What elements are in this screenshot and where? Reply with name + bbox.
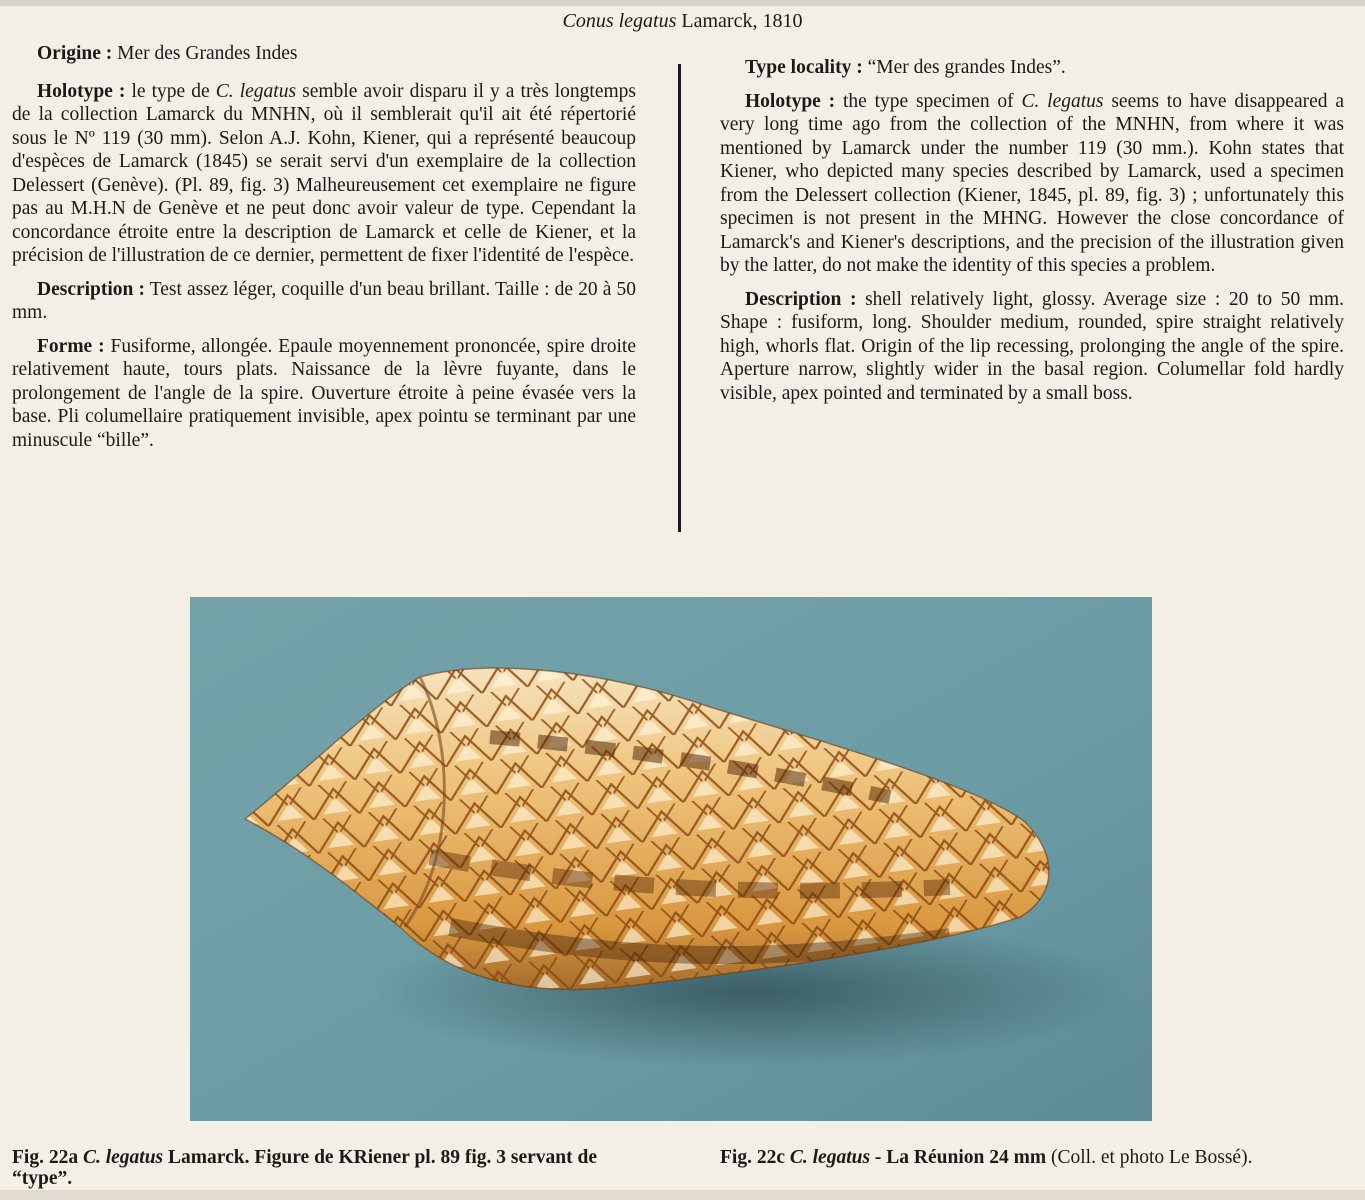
caption-fig-22c (720, 1147, 1360, 1168)
subtitle-author: Lamarck, 1810 (681, 10, 803, 32)
caption-left-species: C. legatus (82, 1147, 164, 1168)
holotype-en-species: C. legatus (1021, 90, 1104, 112)
caption-fig-22a (12, 1147, 636, 1189)
holotype-fr-text: semble avoir disparu il y a très longtemps de la collection Lamarck du MNHN, où il semblerait qu'il ait été répertorié sous le Nº 119 (30 mm). Selon A.J. Kohn, Kiener, qui a représenté beaucoup d'espèces de Lamarck (1845) se serait servi d'un exemplaire de la collection Delessert (Genève). (Pl. 89, fig. 3) Malheureusement cet exemplaire ne figure pas au M.H.N de Genève et ne peut donc avoir valeur de type. Cependant la concordance étroite entre la description de Lamarck et celle de Kiener, et la précision de l'illustration de ce dernier, permettent de fixer l'identité de l'espèce. (12, 80, 637, 266)
shell-photo (190, 597, 1152, 1121)
caption-right-species: C. legatus (789, 1147, 871, 1168)
description-en-label: Description : (745, 288, 857, 310)
description-en-text: shell relatively light, glossy. Average size : 20 to 50 mm. Shape : fusiform, long. Shoulder medium, rounded, spire straight relatively high, whorls flat. Origin of the lip recessing, prolonging the angle of the spire. Aperture narrow, slightly wider in the basal region. Columellar fold hardly visible, apex pointed and terminated by a small boss. (720, 288, 1345, 404)
caption-right-fig: Fig. 22c (720, 1147, 785, 1168)
locality-paragraph (720, 56, 1344, 80)
origine-text: Mer des Grandes Indes (117, 43, 298, 64)
description-en-paragraph (720, 288, 1344, 406)
subtitle-species: Conus legatus (562, 10, 677, 32)
description-fr-text: Test assez léger, coquille d'un beau brillant. Taille : de 20 à 50 mm. (12, 278, 636, 323)
holotype-en-pre: the type specimen of (842, 90, 1014, 112)
top-band (0, 0, 1365, 6)
column-divider (678, 64, 681, 532)
caption-left-text: Lamarck. Figure de KRiener pl. 89 fig. 3 servant de “type”. (12, 1147, 598, 1189)
holotype-en-paragraph (720, 90, 1344, 278)
forme-text: Fusiforme, allongée. Epaule moyennement prononcée, spire droite relativement haute, tours plats. Naissance de la lèvre fuyante, dans le prolongement de l'angle de la spire. Ouverture étroite à peine évasée vers la base. Pli columellaire pratiquement invisible, apex pointu se terminant par une minuscule “bille”. (12, 335, 636, 451)
english-column (720, 56, 1344, 415)
forme-label: Forme : (37, 335, 105, 357)
holotype-fr-pre: le type de (131, 80, 210, 102)
caption-right-bold: - La Réunion 24 mm (874, 1147, 1047, 1168)
shell-illustration (190, 597, 1152, 1121)
holotype-en-text: seems to have disappeared a very long time ago from the collection of the MNHN, from where it was mentioned by Lamarck under the number 119 (30 mm.). Kohn states that Kiener, who depicted many species described by Lamarck, used a specimen from the Delessert collection (Kiener, 1845, pl. 89, fig. 3) ; unfortunately this specimen is not present in the MHNG. However the close concordance of Lamarck's and Kiener's descriptions, and the precision of the illustration given by the latter, do not make the identity of this species a problem. (720, 90, 1344, 276)
bottom-strip (0, 1190, 1365, 1200)
holotype-fr-label: Holotype : (37, 80, 126, 102)
french-column (12, 42, 636, 462)
species-subtitle (0, 10, 1365, 33)
locality-text: “Mer des grandes Indes”. (867, 57, 1066, 78)
description-fr-label: Description : (37, 278, 145, 300)
caption-right-text: (Coll. et photo Le Bossé). (1050, 1147, 1253, 1168)
caption-left-fig: Fig. 22a (12, 1147, 79, 1168)
holotype-fr-paragraph (12, 80, 636, 268)
locality-label: Type locality : (745, 57, 863, 78)
holotype-en-label: Holotype : (745, 90, 836, 112)
origine-paragraph (12, 42, 636, 66)
origine-label: Origine : (37, 43, 113, 64)
description-fr-paragraph (12, 278, 636, 325)
holotype-fr-species: C. legatus (215, 80, 297, 102)
forme-paragraph (12, 335, 636, 453)
